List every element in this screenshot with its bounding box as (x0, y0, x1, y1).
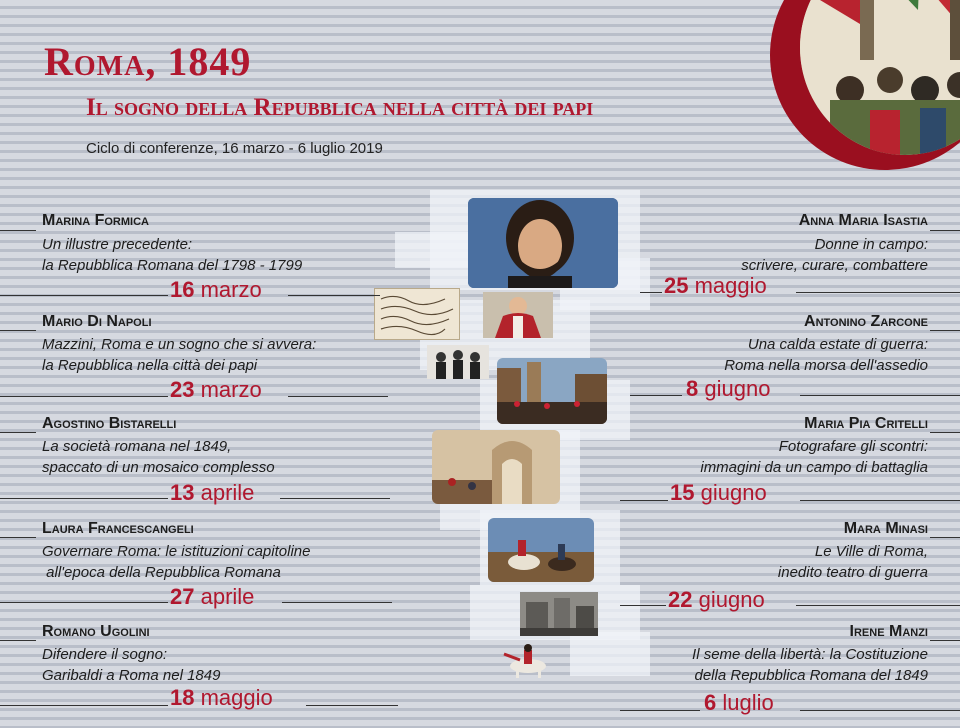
lecture-date (686, 376, 770, 402)
conference-cycle-dates: Ciclo di conferenze, 16 marzo - 6 luglio 2019 (86, 140, 383, 157)
divider-line (930, 432, 960, 433)
lecture-topic-line: Le Ville di Roma, (814, 543, 928, 560)
date-month: giugno (700, 480, 767, 505)
date-day: 25 (664, 273, 689, 298)
date-month: marzo (200, 377, 262, 402)
portrait-image (468, 198, 618, 288)
lecture-topic-line: la Repubblica Romana del 1798 - 1799 (42, 257, 303, 274)
lecture-topic-line: Difendere il sogno: (42, 646, 168, 663)
divider-line (930, 230, 960, 231)
lecture-date (170, 480, 254, 506)
date-day: 22 (668, 587, 693, 612)
lecture-topic-line: immagini da un campo di battaglia (700, 459, 928, 476)
lecture-date (670, 480, 767, 506)
lecture-topic-line: Donne in campo: (814, 236, 928, 253)
divider-line (796, 605, 960, 606)
divider-line (620, 710, 700, 711)
date-month: maggio (200, 685, 273, 710)
speaker-name: Agostino Bistarelli (42, 415, 177, 432)
divider-line (0, 498, 168, 499)
divider-line (0, 602, 168, 603)
speaker-name: Anna Maria Isastia (798, 212, 928, 229)
lecture-date (170, 584, 254, 610)
page-subtitle: Il sogno della Repubblica nella città dei papi (86, 94, 594, 121)
divider-line (288, 396, 388, 397)
manuscript-image (374, 288, 460, 340)
divider-line (0, 396, 168, 397)
lecture-date (704, 690, 774, 716)
divider-line (288, 295, 380, 296)
divider-line (0, 432, 36, 433)
lecture-date (170, 685, 273, 711)
divider-line (930, 330, 960, 331)
date-month: luglio (722, 690, 774, 715)
divider-line (280, 498, 390, 499)
horseman-image (498, 642, 556, 678)
divider-line (0, 230, 36, 231)
date-month: giugno (698, 587, 765, 612)
date-day: 6 (704, 690, 717, 715)
divider-line (796, 292, 960, 293)
speaker-name: Laura Francescangeli (42, 520, 194, 537)
group-photo-image (427, 345, 489, 379)
lecture-topic-line: Un illustre precedente: (42, 236, 193, 253)
lecture-topic-line: Garibaldi a Roma nel 1849 (42, 667, 221, 684)
speaker-name: Mario Di Napoli (42, 313, 152, 330)
lecture-date (170, 377, 262, 403)
divider-line (0, 537, 36, 538)
divider-line (620, 500, 668, 501)
divider-line (800, 500, 960, 501)
date-day: 18 (170, 685, 195, 710)
lecture-topic-line: Governare Roma: le istituzioni capitoline (42, 543, 311, 560)
date-month: giugno (704, 376, 771, 401)
divider-line (306, 705, 398, 706)
lecture-date (664, 273, 767, 299)
date-day: 15 (670, 480, 695, 505)
date-month: marzo (200, 277, 262, 302)
lecture-topic-line: La società romana nel 1849, (42, 438, 232, 455)
lecture-topic-line: spaccato di un mosaico complesso (42, 459, 275, 476)
divider-line (630, 395, 682, 396)
date-day: 16 (170, 277, 195, 302)
date-day: 8 (686, 376, 699, 401)
divider-line (800, 710, 960, 711)
date-day: 23 (170, 377, 195, 402)
divider-line (930, 640, 960, 641)
divider-line (930, 537, 960, 538)
speaker-name: Antonino Zarcone (804, 313, 928, 330)
deco-panel (570, 632, 650, 676)
lecture-date (668, 587, 765, 613)
speaker-name: Mara Minasi (843, 520, 928, 537)
speaker-name: Irene Manzi (849, 623, 928, 640)
date-day: 13 (170, 480, 195, 505)
cavalry-painting-image (488, 518, 594, 582)
speaker-name: Romano Ugolini (42, 623, 150, 640)
date-day: 27 (170, 584, 195, 609)
lecture-topic-line: Roma nella morsa dell'assedio (724, 357, 928, 374)
date-month: aprile (200, 480, 255, 505)
divider-line (800, 395, 960, 396)
speaker-name: Maria Pia Critelli (804, 415, 928, 432)
crowd-flags-image (800, 0, 960, 155)
page-title: Roma, 1849 (44, 39, 252, 84)
lecture-topic-line: scrivere, curare, combattere (741, 257, 928, 274)
old-photo-image (520, 592, 598, 636)
divider-line (0, 640, 36, 641)
divider-line (0, 330, 36, 331)
lecture-topic-line: la Repubblica nella città dei papi (42, 357, 258, 374)
lecture-date (170, 277, 262, 303)
divider-line (620, 605, 666, 606)
corner-circle (770, 0, 960, 170)
street-scene-image (497, 358, 607, 424)
speaker-name: Marina Formica (42, 212, 149, 229)
pope-portrait-image (483, 292, 553, 338)
lecture-topic-line: Mazzini, Roma e un sogno che si avvera: (42, 336, 317, 353)
divider-line (282, 602, 392, 603)
lecture-topic-line: della Repubblica Romana del 1849 (694, 667, 928, 684)
lecture-topic-line: all'epoca della Repubblica Romana (42, 564, 281, 581)
divider-line (0, 295, 168, 296)
divider-line (0, 705, 168, 706)
lecture-topic-line: Il seme della libertà: la Costituzione (692, 646, 928, 663)
battle-ruins-image (432, 430, 560, 504)
date-month: maggio (694, 273, 767, 298)
divider-line (640, 292, 662, 293)
lecture-topic-line: Fotografare gli scontri: (778, 438, 928, 455)
lecture-topic-line: inedito teatro di guerra (777, 564, 928, 581)
date-month: aprile (200, 584, 255, 609)
lecture-topic-line: Una calda estate di guerra: (747, 336, 928, 353)
